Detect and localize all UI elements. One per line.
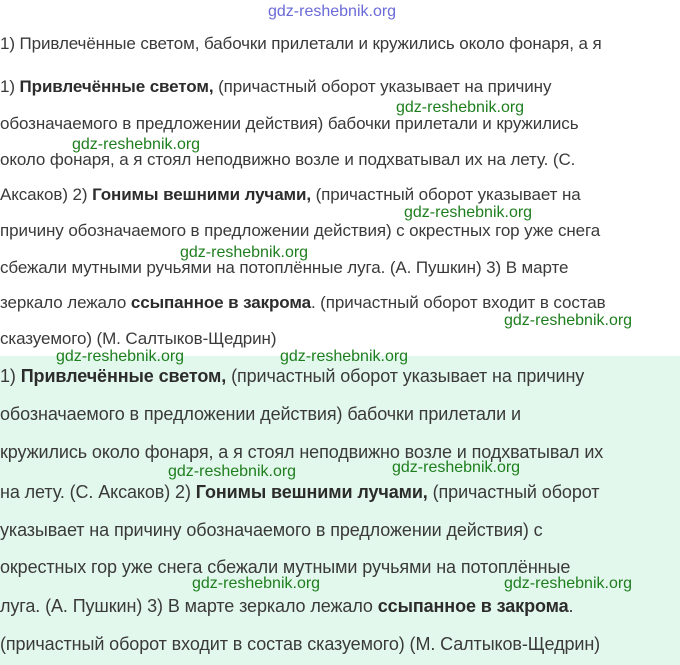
- solution-line: обозначаемого в предложении действия) бабочки прилетали и кружились: [0, 114, 579, 133]
- answer-line: [0, 366, 584, 387]
- answer-box: [0, 356, 680, 665]
- answer-line: окрестных гор уже снега сбежали мутными ручьями на потоплённые: [0, 557, 571, 577]
- solution-line: около фонаря, а я стоял неподвижно возле и подхватывал их на лету. (С.: [0, 150, 576, 169]
- watermark: gdz-reshebnik.org: [392, 459, 521, 476]
- text-span: 1): [0, 77, 20, 96]
- text-span: (причастный оборот: [427, 482, 600, 502]
- solution-line: [0, 293, 606, 313]
- participle-phrase: Привлечённые светом,: [19, 77, 214, 96]
- answer-line: [0, 596, 573, 617]
- answer-line: кружились около фонаря, а я стоял неподвижно возле и подхватывал их: [0, 442, 604, 462]
- watermark: gdz-reshebnik.org: [396, 99, 525, 116]
- text-span: (причастный оборот указывает на причину: [226, 366, 585, 386]
- participle-phrase: Гонимы вешними лучами,: [92, 185, 311, 204]
- answer-line: [0, 482, 599, 503]
- solution-line: причину обозначаемого в предложении действия) с окрестных гор уже снега: [0, 221, 601, 240]
- watermark: gdz-reshebnik.org: [504, 575, 633, 592]
- text-span: луга. (А. Пушкин) 3) В марте зеркало лежало: [0, 596, 378, 616]
- solution-line: сказуемого) (М. Салтыков-Щедрин): [0, 329, 277, 348]
- watermark: gdz-reshebnik.org: [404, 204, 533, 221]
- participle-phrase: ссыпанное в закрома: [377, 596, 569, 616]
- watermark: gdz-reshebnik.org: [192, 575, 321, 592]
- text-span: . (причастный оборот входит в состав: [310, 293, 606, 312]
- solution-line: [0, 77, 551, 97]
- watermark: gdz-reshebnik.org: [72, 136, 201, 153]
- watermark-top: gdz-reshebnik.org: [268, 3, 397, 20]
- answer-line: обозначаемого в предложении действия) бабочки прилетали и: [0, 404, 521, 424]
- watermark: gdz-reshebnik.org: [56, 348, 185, 365]
- participle-phrase: Привлечённые светом,: [20, 366, 227, 386]
- text-span: (причастный оборот указывает на: [311, 185, 581, 204]
- text-span: (причастный оборот указывает на причину: [213, 77, 552, 96]
- solution-line: [0, 185, 581, 205]
- text-span: 1): [0, 366, 21, 386]
- text-span: .: [568, 596, 574, 616]
- solution-line: сбежали мутными ручьями на потоплённые луга. (А. Пушкин) 3) В марте: [0, 258, 569, 277]
- answer-line: указывает на причину обозначаемого в предложении действия) с: [0, 520, 543, 540]
- text-span: зеркало лежало: [0, 293, 131, 312]
- participle-phrase: Гонимы вешними лучами,: [195, 482, 428, 502]
- text-span: Аксаков) 2): [0, 185, 93, 204]
- text-span: на лету. (С. Аксаков) 2): [0, 482, 196, 502]
- watermark: gdz-reshebnik.org: [168, 463, 297, 480]
- watermark: gdz-reshebnik.org: [504, 312, 633, 329]
- watermark: gdz-reshebnik.org: [280, 348, 409, 365]
- task-text: 1) Привлечённые светом, бабочки прилетали и кружились около фонаря, а я: [0, 34, 602, 53]
- answer-line: (причастный оборот входит в состав сказуемого) (М. Салтыков-Щедрин): [0, 634, 601, 654]
- participle-phrase: ссыпанное в закрома: [130, 293, 311, 312]
- watermark: gdz-reshebnik.org: [180, 244, 309, 261]
